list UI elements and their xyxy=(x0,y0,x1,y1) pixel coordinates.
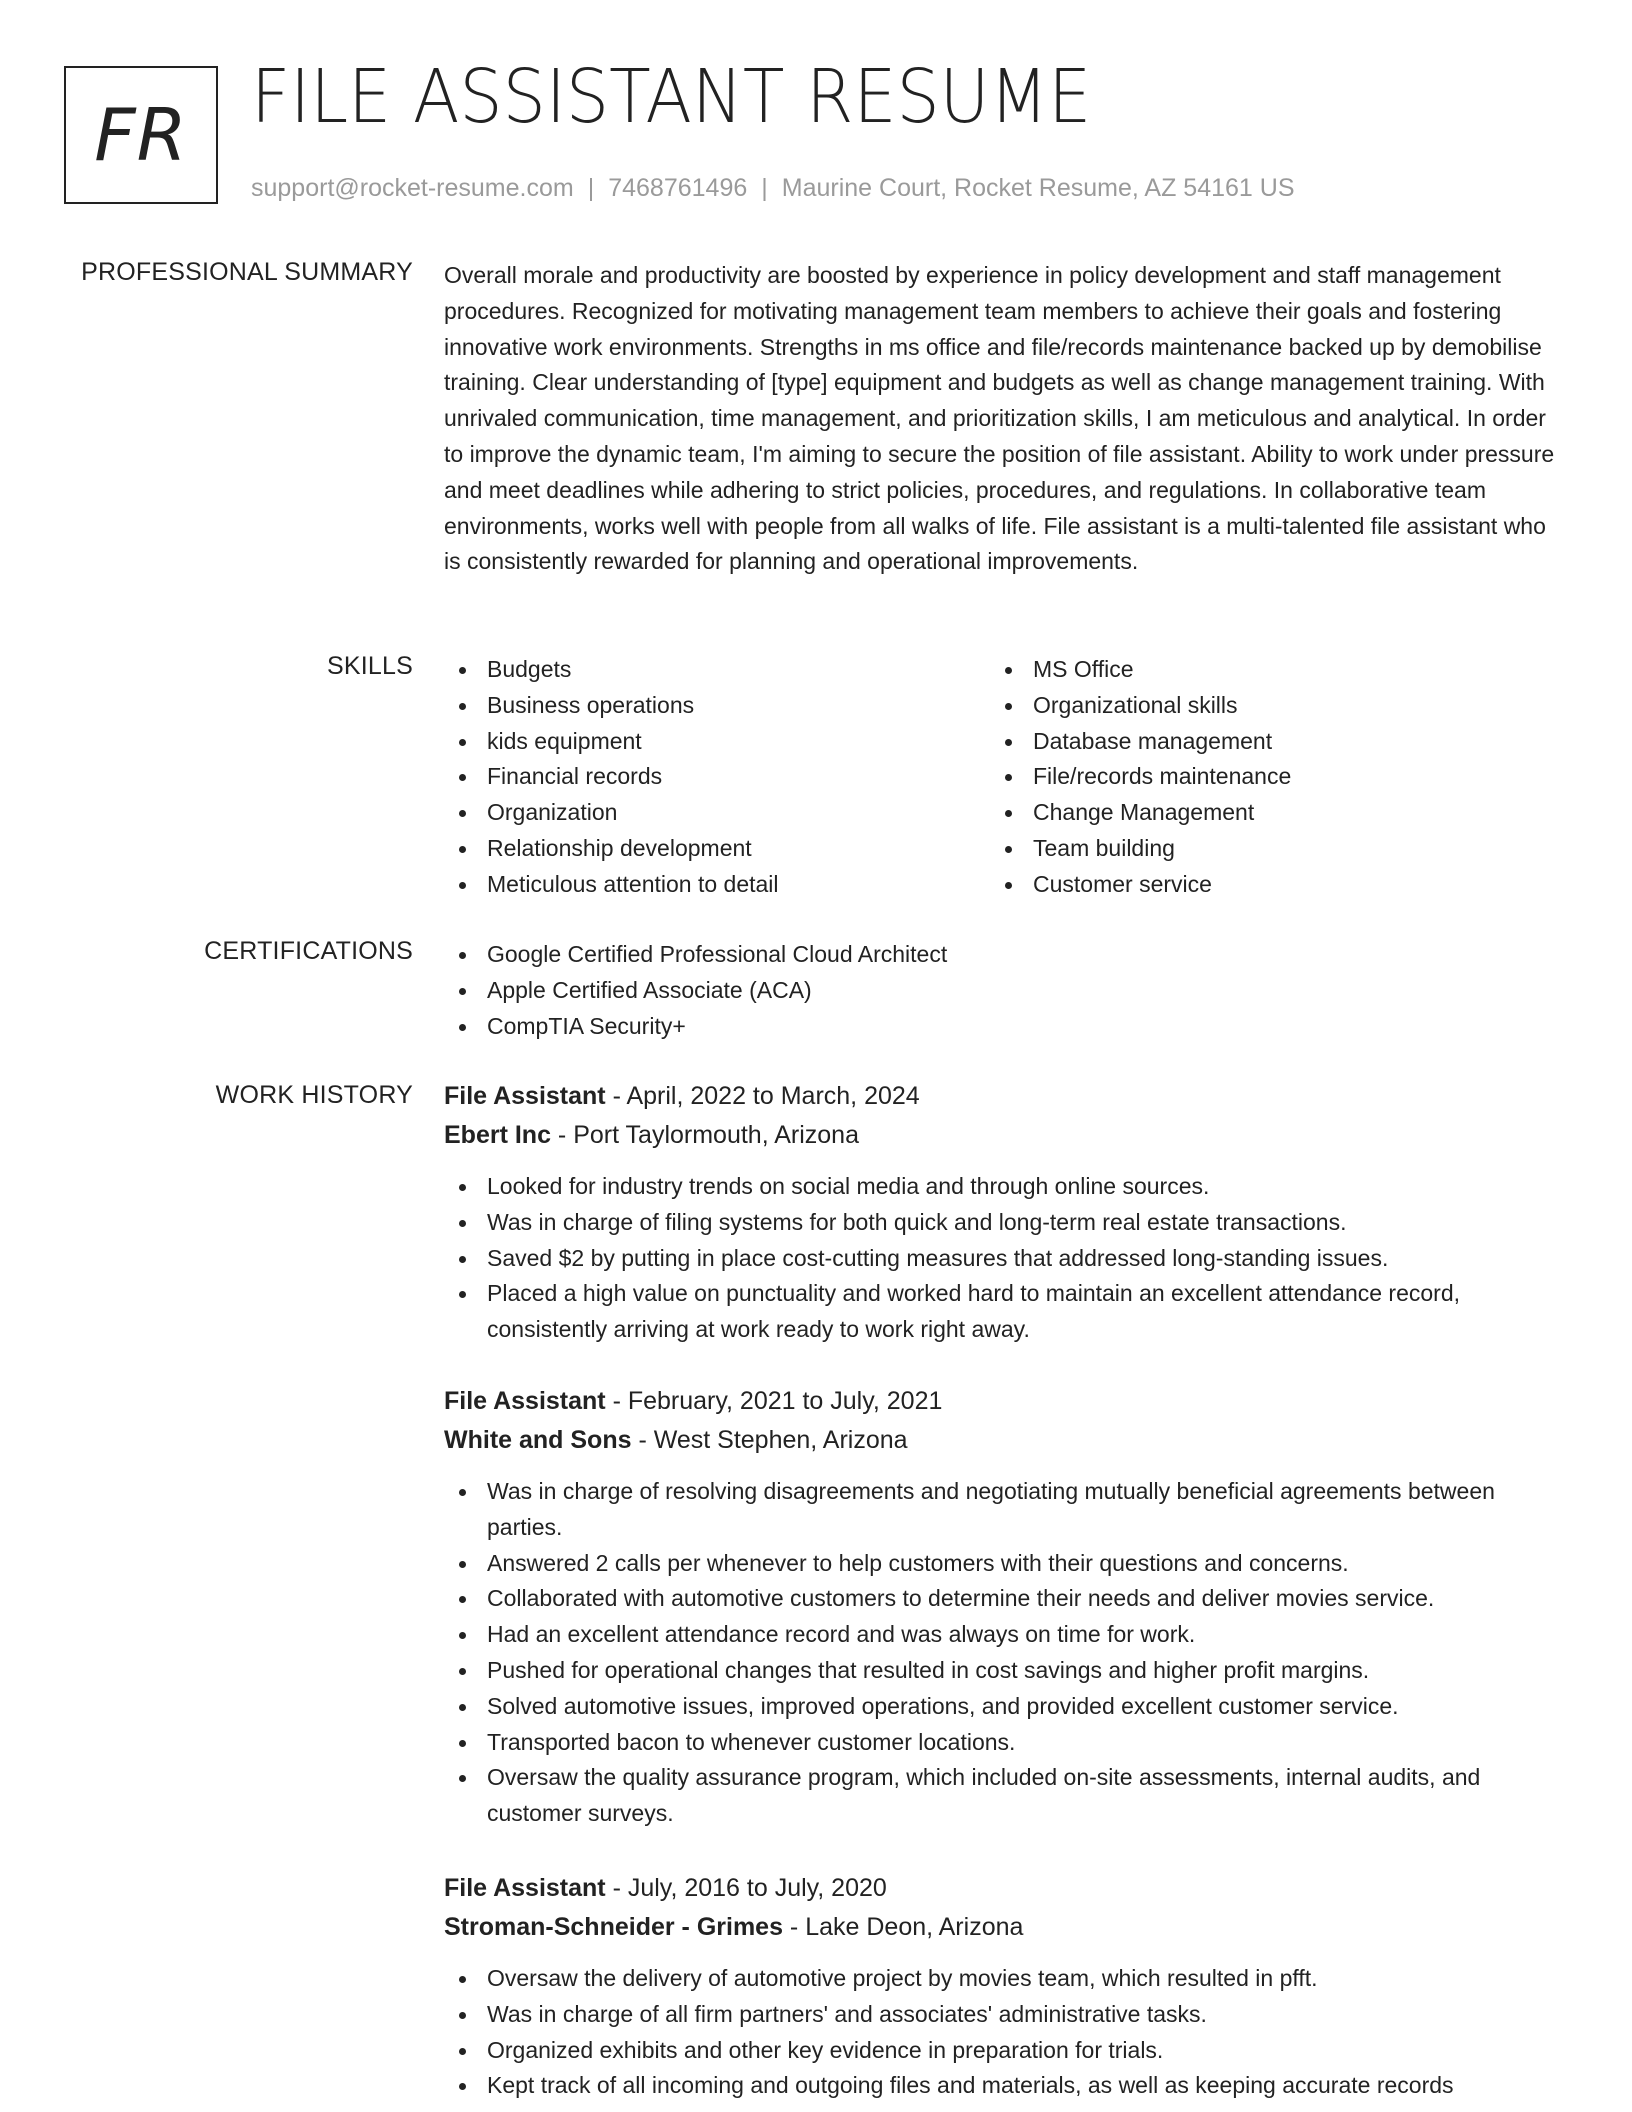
job-title: File Assistant xyxy=(444,1874,606,1902)
contact-phone: 7468761496 xyxy=(608,174,748,202)
summary-text: Overall morale and productivity are boosted by experience in policy development and staff management procedures. Recognized for motivating management team members to achieve their goals and fostering innovative work environments. Strengths in ms office and file/records maintenance backed up by demobilise training. Clear understanding of [type] equipment and budgets as well as change management training. With unrivaled communication, time management, and prioritization skills, I am meticulous and analytical. In order to improve the dynamic team, I'm aiming to secure the position of file assistant. Ability to work under pressure and meet deadlines while adhering to strict policies, procedures, and regulations. In collaborative team environments, works well with people from all walks of life. File assistant is a multi-talented file assistant who is consistently rewarded for planning and operational improvements. xyxy=(444,262,1555,575)
skill-item: Financial records xyxy=(444,759,990,795)
skill-item: Database management xyxy=(990,724,1536,760)
job-entry xyxy=(444,1869,1556,2104)
job-bullet: Solved automotive issues, improved operations, and provided excellent customer service. xyxy=(444,1689,1556,1725)
job-company: Stroman-Schneider - Grimes xyxy=(444,1913,783,1941)
job-title-line xyxy=(444,1869,1556,1908)
job-dates: - February, 2021 to July, 2021 xyxy=(605,1387,943,1415)
job-bullets xyxy=(444,1474,1556,1832)
contact-email: support@rocket-resume.com xyxy=(251,174,574,202)
job-bullet: Was in charge of all firm partners' and associates' administrative tasks. xyxy=(444,1997,1556,2033)
skills-heading: SKILLS xyxy=(327,652,413,680)
skill-item: Team building xyxy=(990,831,1536,867)
job-company: White and Sons xyxy=(444,1426,632,1454)
skills-columns xyxy=(444,652,1556,903)
job-bullets xyxy=(444,1961,1556,2104)
skill-item: Change Management xyxy=(990,795,1536,831)
job-bullet: Was in charge of resolving disagreements and negotiating mutually beneficial agreements between parties. xyxy=(444,1474,1556,1546)
skill-item: MS Office xyxy=(990,652,1536,688)
summary-heading: PROFESSIONAL SUMMARY xyxy=(81,258,413,286)
job-bullet: Looked for industry trends on social media and through online sources. xyxy=(444,1169,1556,1205)
job-bullet: Saved $2 by putting in place cost-cutting measures that addressed long-standing issues. xyxy=(444,1241,1556,1277)
job-dates: - April, 2022 to March, 2024 xyxy=(605,1082,920,1110)
job-company-line xyxy=(444,1116,1556,1155)
skill-item: Meticulous attention to detail xyxy=(444,867,990,903)
contact-separator: | xyxy=(761,174,768,202)
contact-line xyxy=(251,174,1295,203)
certification-item: Google Certified Professional Cloud Architect xyxy=(444,937,1556,973)
job-company-line xyxy=(444,1421,1556,1460)
skills-list-left xyxy=(444,652,990,903)
job-location: - West Stephen, Arizona xyxy=(631,1426,908,1454)
job-bullet: Pushed for operational changes that resulted in cost savings and higher profit margins. xyxy=(444,1653,1556,1689)
job-entry xyxy=(444,1382,1556,1832)
certifications-heading: CERTIFICATIONS xyxy=(204,937,413,965)
job-bullet: Answered 2 calls per whenever to help customers with their questions and concerns. xyxy=(444,1546,1556,1582)
job-location: - Lake Deon, Arizona xyxy=(782,1913,1024,1941)
contact-separator: | xyxy=(587,174,595,202)
job-bullet: Kept track of all incoming and outgoing files and materials, as well as keeping accurate records xyxy=(444,2068,1556,2104)
job-dates: - July, 2016 to July, 2020 xyxy=(605,1874,887,1902)
job-bullet: Oversaw the delivery of automotive project by movies team, which resulted in pfft. xyxy=(444,1961,1556,1997)
job-company: Ebert Inc xyxy=(444,1121,551,1149)
skill-item: Business operations xyxy=(444,688,990,724)
skill-item: Organizational skills xyxy=(990,688,1536,724)
job-bullet: Transported bacon to whenever customer locations. xyxy=(444,1725,1556,1761)
job-title: File Assistant xyxy=(444,1082,606,1110)
job-bullet: Placed a high value on punctuality and worked hard to maintain an excellent attendance record, consistently arriving at work ready to work right away. xyxy=(444,1276,1556,1348)
job-bullet: Collaborated with automotive customers to determine their needs and deliver movies service. xyxy=(444,1581,1556,1617)
skill-item: kids equipment xyxy=(444,724,990,760)
certifications-body xyxy=(444,937,1556,1044)
job-bullet: Organized exhibits and other key evidence in preparation for trials. xyxy=(444,2033,1556,2069)
job-bullet: Oversaw the quality assurance program, which included on-site assessments, internal audits, and customer surveys. xyxy=(444,1760,1556,1832)
contact-address: Maurine Court, Rocket Resume, AZ 54161 US xyxy=(781,174,1295,202)
skill-item: Organization xyxy=(444,795,990,831)
job-title-line xyxy=(444,1077,1556,1116)
job-entry xyxy=(444,1077,1556,1348)
skill-item: Budgets xyxy=(444,652,990,688)
certification-item: CompTIA Security+ xyxy=(444,1009,1556,1045)
skill-item: Relationship development xyxy=(444,831,990,867)
certification-item: Apple Certified Associate (ACA) xyxy=(444,973,1556,1009)
skill-item: File/records maintenance xyxy=(990,759,1536,795)
skill-item: Customer service xyxy=(990,867,1536,903)
monogram-box: FR xyxy=(64,66,218,204)
work-history-heading: WORK HISTORY xyxy=(215,1081,413,1109)
job-bullet: Had an excellent attendance record and was always on time for work. xyxy=(444,1617,1556,1653)
job-title-line xyxy=(444,1382,1556,1421)
job-bullet: Was in charge of filing systems for both quick and long-term real estate transactions. xyxy=(444,1205,1556,1241)
job-bullets xyxy=(444,1169,1556,1348)
resume-title: FILE ASSISTANT RESUME xyxy=(251,54,1092,140)
skills-list-right xyxy=(990,652,1536,903)
certifications-list xyxy=(444,937,1556,1044)
job-title: File Assistant xyxy=(444,1387,606,1415)
job-location: - Port Taylormouth, Arizona xyxy=(550,1121,859,1149)
job-company-line xyxy=(444,1908,1556,1947)
